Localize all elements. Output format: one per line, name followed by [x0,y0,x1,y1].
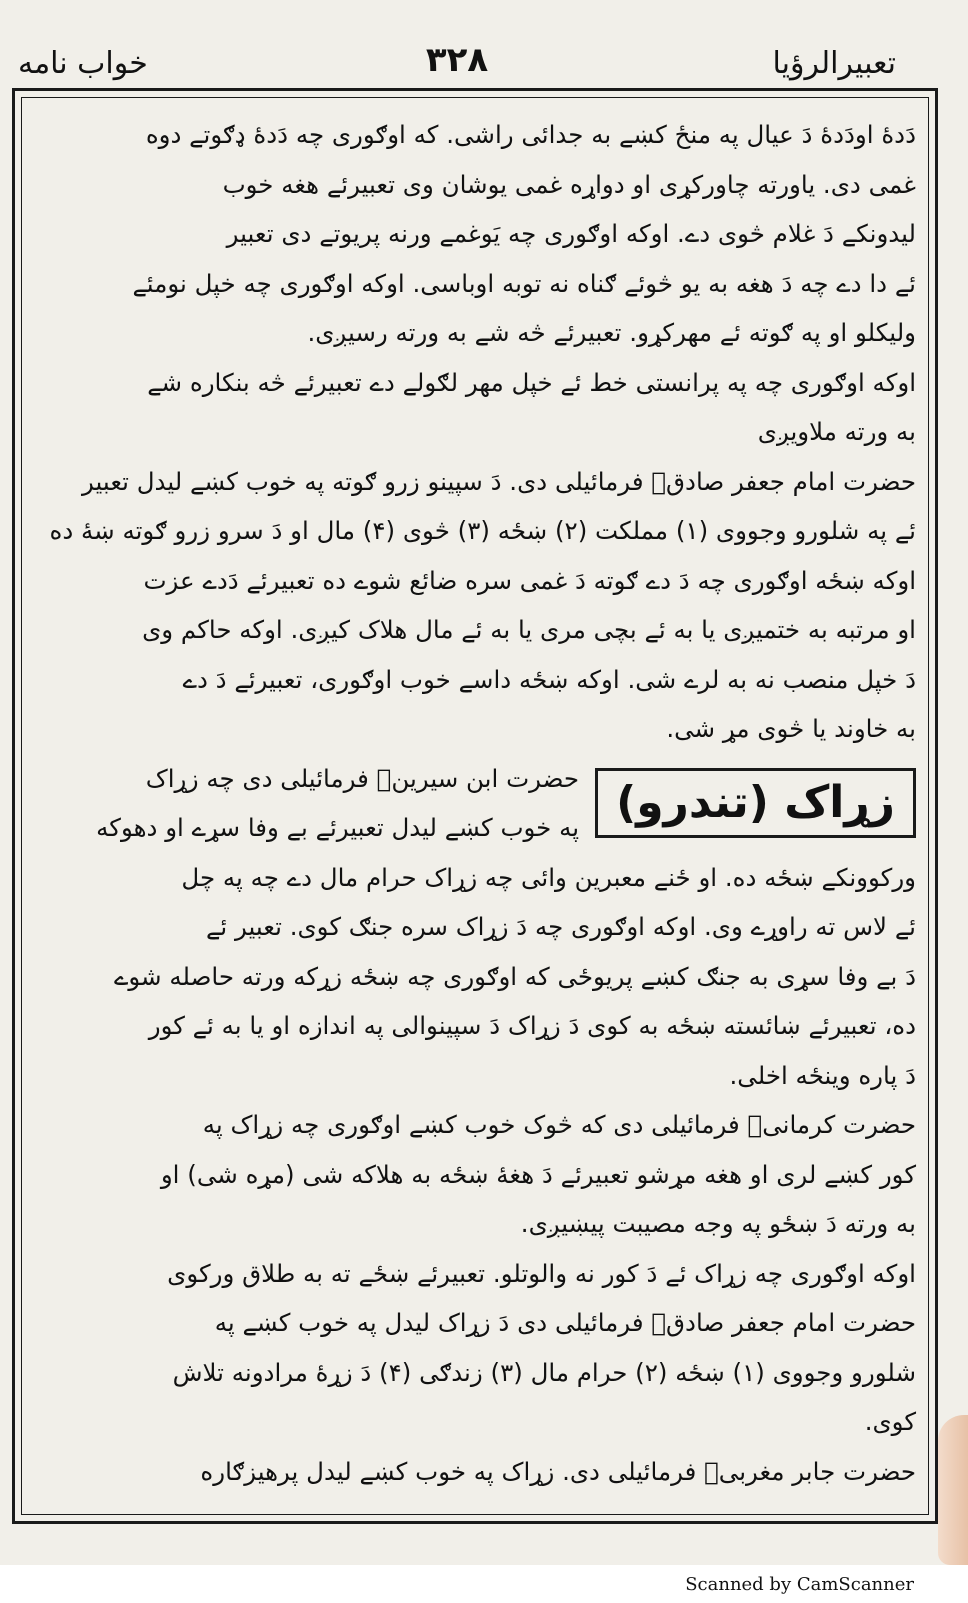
text-line: ده، تعبیرئے ښائسته ښځه به کوی دَ زړاک دَ سپینوالی په اندازه او یا به ئے کور [148,1011,916,1040]
thumb-in-scan [938,1415,968,1565]
text-line: کوی. [864,1407,916,1436]
text-line: حضرت ابن سیرینؒ فرمائیلی دی چه زړاک [145,763,580,793]
section-heading: زړاک (تندرو) [595,768,916,838]
text-line: حضرت امام جعفر صادقؒ فرمائیلی دی دَ زړاک لیدل په خوب کښے په [214,1308,916,1337]
text-line: به خاوند یا څوی مړ شی. [666,714,916,743]
text-line: په خوب کښے لیدل تعبیرئے بے وفا سړے او دهوکه [96,813,580,842]
section-title: خواب نامه [18,46,148,81]
text-line: دَ بے وفا سړی به جنګ کښے پریوځی که اوګوری چه ښځه زړکه ورته حاصله شوے [114,961,916,991]
text-line: دَدهٔ اودَدهٔ دَ عیال په منځ کښے به جدائی راشی. که اوګوری چه دَدهٔ ډګوتے دوه [145,120,916,149]
text-line: دَ پاره وینځه اخلی. [729,1060,916,1090]
text-line: حضرت امام جعفر صادقؒ فرمائیلی دی. دَ سپینو زرو ګوته په خوب کښے لیدل تعبیر [82,466,916,496]
heading-side-text [26,754,579,853]
section-heading-row [26,754,916,853]
paragraph-block-2 [26,853,916,1497]
text-line: ولیکلو او په ګوته ئے مهرکړو. تعبیرئے څه شے به ورته رسیږی. [307,318,916,347]
text-line: به ورته ملاویږی [757,417,916,446]
text-line: اوکه اوګوری چه زړاک ئے دَ کور نه والوتلو. تعبیرئے ښځے ته به طلاق ورکوی [167,1258,916,1288]
text-line: اوکه ښځه اوګوری چه دَ دے ګوته دَ غمی سره ضائع شوے ده تعبیرئے دَدے عزت [143,565,916,595]
text-line: ئے لاس ته راوړے وی. اوکه اوګوری چه دَ زړاک سره جنګ کوی. تعبیر ئے [206,912,916,941]
text-line: لیدونکے دَ غلام څوی دے. اوکه اوګوری چه یَوغمے ورنه پریوتے دی تعبیر [226,219,916,248]
text-line: حضرت جابر مغربیؒ فرمائیلی دی. زړاک په خوب کښے لیدل پرهیزګاره [200,1456,916,1486]
page-number: ۳۲۸ [425,40,489,80]
text-line: ئے دا دے چه دَ هغه به یو څوئے ګناه نه توبه اوباسی. اوکه اوګوری چه خپل نومئے [132,268,916,298]
text-line: ورکوونکے ښځه ده. او ځنے معبرین وائی چه زړاک حرام مال دے چه په چل [181,862,916,892]
text-line: حضرت کرمانیؒ فرمائیلی دی که څوک خوب کښے اوګوری چه زړاک په [202,1110,916,1139]
text-line: به ورته دَ ښځو په وجه مصیبت پیښیږی. [520,1209,916,1238]
text-line: دَ خپل منصب نه به لرے شی. اوکه ښځه داسے خوب اوګوری، تعبیرئے دَ دے [182,664,916,694]
text-line: او مرتبه به ختمیږی یا به ئے بچی مری یا به ئے مال هلاک کیږی. اوکه حاکم وی [142,615,916,644]
text-line: شلورو وجووی (۱) ښځه (۲) حرام مال (۳) زندګی (۴) دَ زړهٔ مرادونه تلاش [172,1357,916,1387]
text-line: غمی دی. یاورته چاورکړی او دواړه غمی یوشان وی تعبیرئے هغه خوب [222,169,916,199]
text-line: اوکه اوګوری چه په پرانستی خط ئے خپل مهر لګولے دے تعبیرئے څه بنکاره شے [147,367,916,397]
book-title: تعبیرالرؤیا [772,46,896,81]
paragraph-block-1 [26,110,916,754]
text-line: کور کښے لری او هغه مړشو تعبیرئے دَ هغهٔ ښځه به هلاکه شی (مړه شی) او [160,1159,916,1189]
scanner-watermark: Scanned by CamScanner [685,1574,914,1595]
body-text [26,110,916,1510]
text-line: ئے په شلورو وجووی (۱) مملکت (۲) ښځه (۳) څوی (۴) مال او دَ سرو زرو ګوته ښهٔ ده [49,516,916,545]
